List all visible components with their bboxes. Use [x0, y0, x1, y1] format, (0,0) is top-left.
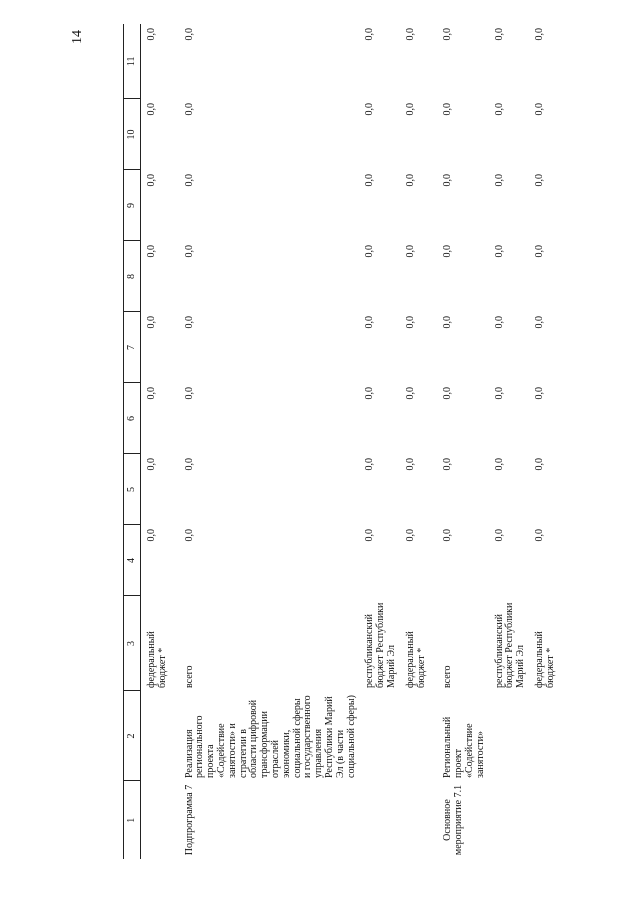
value-cell: 0,0 — [493, 174, 505, 187]
value-cell: 0,0 — [493, 458, 505, 471]
value-cell: 0,0 — [493, 529, 505, 542]
column-header: 7 — [124, 312, 141, 383]
value-cell: 0,0 — [533, 458, 545, 471]
value-cell: 0,0 — [533, 28, 545, 41]
value-cell: 0,0 — [442, 245, 454, 258]
value-cell: 0,0 — [364, 28, 376, 41]
column-header: 11 — [124, 24, 141, 99]
value-cell: 0,0 — [183, 316, 195, 329]
funding-source-cell: республиканский бюджет Республики Марий Эл — [493, 602, 527, 688]
value-cell: 0,0 — [533, 316, 545, 329]
row-label-cell — [141, 781, 171, 859]
column-header: 2 — [124, 691, 141, 781]
value-cell: 0,0 — [146, 529, 157, 542]
value-cell: 0,0 — [183, 103, 195, 116]
row-name-cell: Реализация регионального проекта «Содействие занятости» и стратегии в области цифровой трансформации отраслей экономики, социальной сферы и государственного управления Республики Марий Эл (в части социальной сферы) — [183, 695, 357, 778]
value-cell: 0,0 — [364, 529, 376, 542]
value-cell: 0,0 — [404, 245, 416, 258]
budget-table — [123, 24, 559, 859]
value-cell: 0,0 — [442, 316, 454, 329]
row-name-cell — [141, 691, 171, 781]
value-cell: 0,0 — [183, 174, 195, 187]
row-label-cell — [489, 781, 529, 859]
table-row — [429, 24, 488, 859]
value-cell: 0,0 — [533, 245, 545, 258]
table-row — [359, 24, 399, 859]
value-cell: 0,0 — [364, 458, 376, 471]
funding-source-cell: всего — [442, 665, 454, 688]
value-cell: 0,0 — [533, 529, 545, 542]
column-header: 1 — [124, 781, 141, 859]
table-row — [489, 24, 529, 859]
table-row — [141, 24, 171, 859]
value-cell: 0,0 — [442, 28, 454, 41]
funding-source-cell: всего — [183, 665, 195, 688]
value-cell: 0,0 — [493, 28, 505, 41]
page-number: 14 — [70, 30, 85, 44]
row-label-cell: Основное мероприятие 7.1 — [442, 784, 465, 856]
row-label-cell — [359, 781, 399, 859]
column-header: 5 — [124, 454, 141, 525]
value-cell: 0,0 — [442, 103, 454, 116]
table-body — [141, 24, 559, 859]
value-cell: 0,0 — [183, 529, 195, 542]
value-cell: 0,0 — [493, 316, 505, 329]
row-name-cell — [400, 691, 430, 781]
row-name-cell: Региональный проект «Содействие занятости» — [442, 716, 486, 778]
column-header: 4 — [124, 525, 141, 596]
value-cell: 0,0 — [404, 103, 416, 116]
value-cell: 0,0 — [533, 103, 545, 116]
value-cell: 0,0 — [364, 316, 376, 329]
value-cell: 0,0 — [442, 174, 454, 187]
value-cell: 0,0 — [146, 387, 157, 400]
value-cell: 0,0 — [146, 174, 157, 187]
value-cell: 0,0 — [404, 316, 416, 329]
column-header: 10 — [124, 99, 141, 170]
row-name-cell — [529, 691, 559, 781]
row-name-cell — [359, 691, 399, 781]
value-cell: 0,0 — [493, 103, 505, 116]
value-cell: 0,0 — [146, 316, 157, 329]
funding-source-cell: федеральный бюджет * — [146, 631, 168, 688]
row-label-cell — [400, 781, 430, 859]
value-cell: 0,0 — [183, 28, 195, 41]
value-cell: 0,0 — [364, 387, 376, 400]
value-cell: 0,0 — [533, 387, 545, 400]
value-cell: 0,0 — [183, 458, 195, 471]
table-row — [400, 24, 430, 859]
funding-source-cell: федеральный бюджет * — [404, 631, 427, 688]
row-name-cell — [489, 691, 529, 781]
value-cell: 0,0 — [183, 245, 195, 258]
value-cell: 0,0 — [146, 28, 157, 41]
funding-source-cell: республиканский бюджет Республики Марий Эл — [364, 602, 397, 688]
value-cell: 0,0 — [442, 458, 454, 471]
value-cell: 0,0 — [442, 387, 454, 400]
value-cell: 0,0 — [404, 28, 416, 41]
value-cell: 0,0 — [183, 387, 195, 400]
value-cell: 0,0 — [364, 103, 376, 116]
column-header: 9 — [124, 170, 141, 241]
value-cell: 0,0 — [146, 458, 157, 471]
row-label-cell: Подпрограмма 7 — [183, 784, 195, 856]
value-cell: 0,0 — [493, 387, 505, 400]
value-cell: 0,0 — [146, 103, 157, 116]
value-cell: 0,0 — [364, 174, 376, 187]
row-label-cell — [529, 781, 559, 859]
budget-table-rotated — [123, 24, 559, 859]
value-cell: 0,0 — [404, 529, 416, 542]
column-header: 6 — [124, 383, 141, 454]
value-cell: 0,0 — [146, 245, 157, 258]
value-cell: 0,0 — [493, 245, 505, 258]
header-row — [124, 24, 141, 859]
value-cell: 0,0 — [364, 245, 376, 258]
table-row — [171, 24, 360, 859]
value-cell: 0,0 — [404, 387, 416, 400]
value-cell: 0,0 — [442, 529, 454, 542]
column-header: 8 — [124, 241, 141, 312]
value-cell: 0,0 — [404, 458, 416, 471]
value-cell: 0,0 — [533, 174, 545, 187]
table-row — [529, 24, 559, 859]
value-cell: 0,0 — [404, 174, 416, 187]
funding-source-cell: федеральный бюджет * — [533, 631, 556, 688]
column-header: 3 — [124, 596, 141, 691]
